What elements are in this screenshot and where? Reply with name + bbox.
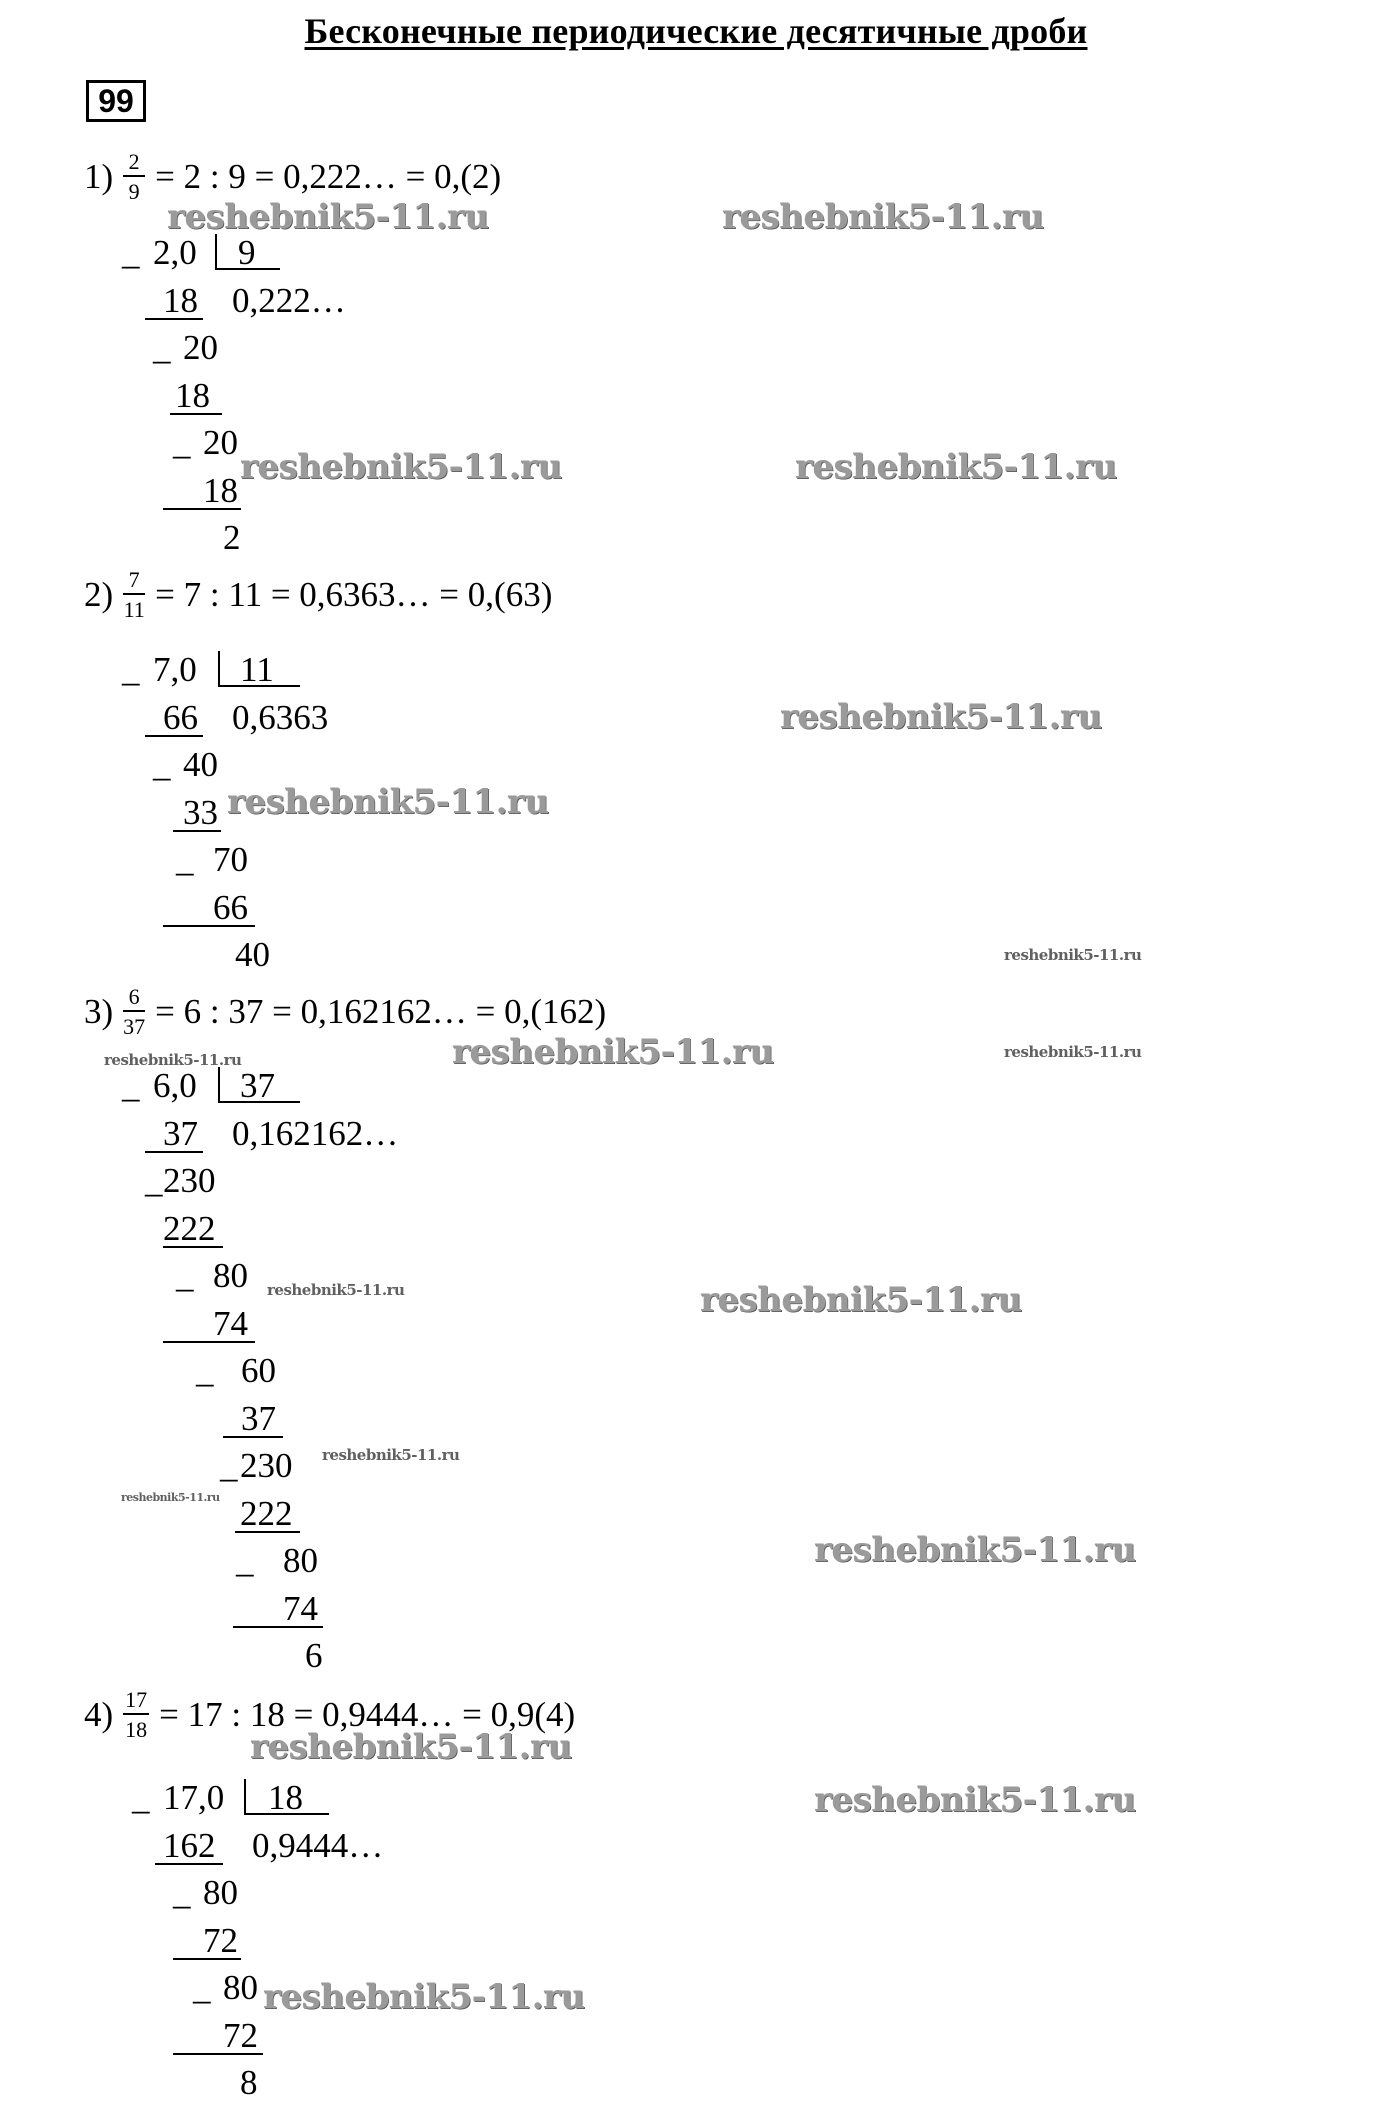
- division-step: 66: [163, 698, 198, 737]
- division-step: 74: [213, 1304, 248, 1343]
- minus-sign: _: [193, 1968, 211, 2007]
- fraction-denominator: 9: [128, 179, 140, 205]
- watermark: reshebnik5-11.ru: [814, 1780, 1136, 1820]
- fraction-numerator: 2: [123, 150, 145, 177]
- minus-sign: _: [173, 1873, 191, 1912]
- division-step: 74: [283, 1589, 318, 1628]
- division-step: 230: [163, 1161, 216, 1200]
- step-underline: [163, 508, 241, 510]
- division-remainder: 8: [240, 2063, 258, 2102]
- division-step: 37: [241, 1399, 276, 1438]
- watermark: reshebnik5-11.ru: [263, 1977, 585, 2017]
- fraction: [123, 985, 145, 1038]
- problem-equation: = 6 : 37 = 0,162162… = 0,(162): [155, 992, 607, 1032]
- problem-label: 1): [84, 157, 114, 197]
- watermark: reshebnik5-11.ru: [121, 1491, 220, 1504]
- division-step: 20: [183, 328, 218, 367]
- minus-sign: _: [153, 328, 171, 367]
- watermark: reshebnik5-11.ru: [167, 197, 489, 237]
- division-step: 18: [203, 471, 238, 510]
- watermark: reshebnik5-11.ru: [227, 782, 549, 822]
- watermark: reshebnik5-11.ru: [1004, 1043, 1142, 1061]
- division-step: 66: [213, 888, 248, 927]
- task-number-box: 99: [86, 80, 146, 122]
- divisor: 37: [240, 1066, 275, 1105]
- division-bracket-vertical: [218, 1067, 220, 1103]
- divisor: 9: [238, 233, 256, 272]
- minus-sign: _: [122, 1066, 140, 1105]
- watermark: reshebnik5-11.ru: [700, 1280, 1022, 1320]
- division-step: 230: [240, 1446, 293, 1485]
- division-remainder: 2: [223, 518, 241, 557]
- quotient: 0,6363: [232, 698, 329, 737]
- page-title: Бесконечные периодические десятичные дроби: [304, 11, 1088, 51]
- step-underline: [173, 2053, 263, 2055]
- problem-label: 4): [84, 1695, 114, 1735]
- minus-sign: _: [173, 423, 191, 462]
- step-underline: [145, 1151, 203, 1153]
- divisor: 11: [240, 650, 274, 689]
- minus-sign: _: [176, 840, 194, 879]
- minus-sign: _: [176, 1256, 194, 1295]
- problem-equation: = 7 : 11 = 0,6363… = 0,(63): [155, 575, 553, 615]
- step-underline: [163, 925, 255, 927]
- fraction: [123, 568, 145, 621]
- division-bracket-vertical: [244, 1779, 246, 1815]
- division-step: 70: [213, 840, 248, 879]
- step-underline: [173, 830, 221, 832]
- minus-sign: _: [122, 233, 140, 272]
- watermark: reshebnik5-11.ru: [322, 1446, 460, 1464]
- division-step: 40: [183, 745, 218, 784]
- problem-3-line: [84, 985, 606, 1038]
- problem-label: 2): [84, 575, 114, 615]
- division-step: 20: [203, 423, 238, 462]
- fraction-numerator: 7: [123, 568, 145, 595]
- step-underline: [145, 318, 203, 320]
- problem-equation: = 2 : 9 = 0,222… = 0,(2): [155, 157, 502, 197]
- division-step: 222: [240, 1494, 293, 1533]
- minus-sign: _: [236, 1541, 254, 1580]
- watermark: reshebnik5-11.ru: [452, 1032, 774, 1072]
- watermark: reshebnik5-11.ru: [240, 447, 562, 487]
- watermark: reshebnik5-11.ru: [104, 1051, 242, 1069]
- problem-equation: = 17 : 18 = 0,9444… = 0,9(4): [159, 1695, 576, 1735]
- step-underline: [173, 1958, 241, 1960]
- divisor: 18: [268, 1778, 303, 1817]
- step-underline: [163, 1246, 223, 1248]
- dividend: 6,0: [153, 1066, 197, 1105]
- division-step: 80: [213, 1256, 248, 1295]
- division-step: 18: [175, 376, 210, 415]
- division-bracket-vertical: [215, 234, 217, 270]
- division-bracket-vertical: [218, 651, 220, 687]
- division-step: 72: [223, 2016, 258, 2055]
- division-step: 80: [283, 1541, 318, 1580]
- watermark: reshebnik5-11.ru: [250, 1727, 572, 1767]
- division-step: 80: [203, 1873, 238, 1912]
- minus-sign: _: [196, 1351, 214, 1390]
- fraction-numerator: 17: [123, 1688, 149, 1715]
- step-underline: [233, 1626, 323, 1628]
- dividend: 2,0: [153, 233, 197, 272]
- quotient: 0,9444…: [252, 1826, 384, 1865]
- dividend: 7,0: [153, 650, 197, 689]
- fraction-denominator: 37: [123, 1014, 146, 1040]
- fraction: [123, 150, 145, 203]
- problem-label: 3): [84, 992, 114, 1032]
- division-step: 18: [163, 281, 198, 320]
- division-step: 72: [203, 1921, 238, 1960]
- step-underline: [163, 1341, 255, 1343]
- division-remainder: 40: [235, 935, 270, 974]
- problem-1-line: [84, 150, 501, 203]
- minus-sign: _: [132, 1778, 150, 1817]
- watermark: reshebnik5-11.ru: [267, 1281, 405, 1299]
- fraction-numerator: 6: [123, 985, 145, 1012]
- fraction: [123, 1688, 149, 1741]
- step-underline: [235, 1531, 300, 1533]
- quotient: 0,222…: [232, 281, 346, 320]
- problem-2-line: [84, 568, 552, 621]
- step-underline: [223, 1436, 283, 1438]
- division-step: 162: [163, 1826, 216, 1865]
- minus-sign: _: [220, 1446, 238, 1485]
- division-step: 80: [223, 1968, 258, 2007]
- fraction-denominator: 18: [125, 1717, 148, 1743]
- quotient: 0,162162…: [232, 1114, 399, 1153]
- watermark: reshebnik5-11.ru: [722, 197, 1044, 237]
- minus-sign: _: [153, 745, 171, 784]
- division-step: 33: [183, 793, 218, 832]
- step-underline: [155, 1863, 223, 1865]
- division-remainder: 6: [305, 1636, 323, 1675]
- step-underline: [170, 413, 222, 415]
- division-step: 222: [163, 1209, 216, 1248]
- fraction-denominator: 11: [123, 597, 145, 623]
- step-underline: [145, 735, 203, 737]
- minus-sign: _: [122, 650, 140, 689]
- dividend: 17,0: [163, 1778, 225, 1817]
- division-step: 60: [241, 1351, 276, 1390]
- minus-sign: _: [145, 1161, 163, 1200]
- watermark: reshebnik5-11.ru: [1004, 946, 1142, 964]
- division-step: 37: [163, 1114, 198, 1153]
- watermark: reshebnik5-11.ru: [814, 1530, 1136, 1570]
- watermark: reshebnik5-11.ru: [795, 447, 1117, 487]
- watermark: reshebnik5-11.ru: [780, 697, 1102, 737]
